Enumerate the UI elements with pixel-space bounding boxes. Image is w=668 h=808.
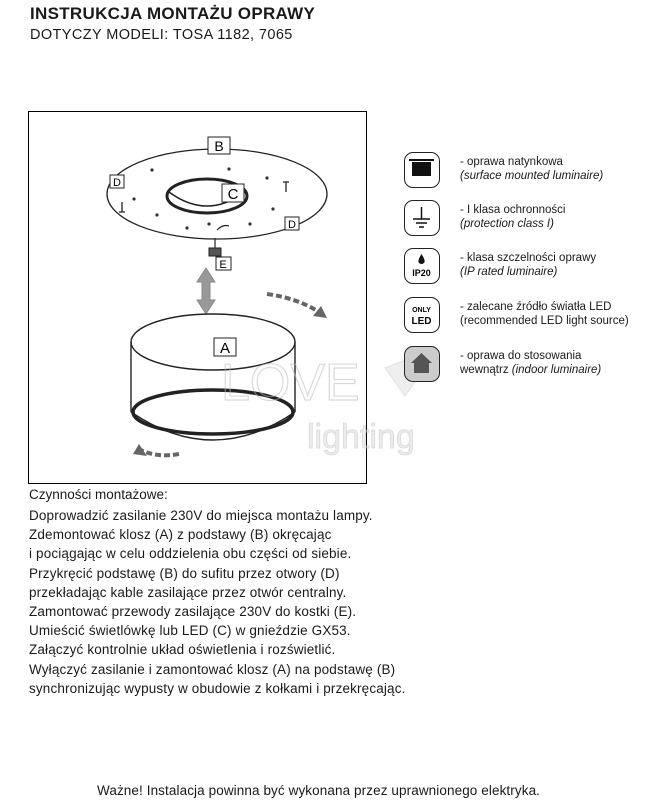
- svg-text:lighting: lighting: [307, 418, 415, 456]
- svg-text:IP20: IP20: [412, 268, 431, 278]
- instruction-line: Zamontować przewody zasilające 230V do kostki (E).: [29, 604, 357, 620]
- legend-surface-en: (surface mounted luminaire): [460, 170, 604, 182]
- rotate-arrow-bottom: [141, 450, 179, 455]
- svg-text:LED: LED: [411, 316, 432, 327]
- instruction-line: przekładając kable zasilające przez otwór centralny.: [29, 584, 347, 600]
- only-led-icon: [404, 297, 440, 333]
- ground-icon: [404, 200, 440, 236]
- legend-item-led: [404, 297, 664, 337]
- legend-ip-en: (IP rated luminaire): [460, 266, 558, 278]
- rotate-arrow-top: [267, 294, 319, 312]
- vertical-arrow: [197, 268, 215, 314]
- legend-item-class: [404, 200, 664, 240]
- label-c: C: [227, 186, 239, 203]
- legend-indoor-pl2: wewnątrz: [460, 364, 509, 376]
- instruction-line: synchronizując wypusty w obudowie z kołkami i przekręcając.: [29, 680, 406, 696]
- label-b: B: [214, 138, 224, 154]
- svg-text:ONLY: ONLY: [412, 307, 431, 314]
- legend-indoor-pl: - oprawa do stosowania: [460, 350, 582, 362]
- instruction-line: Przykręcić podstawę (B) do sufitu przez otwory (D): [29, 565, 340, 581]
- instructions-list: [29, 506, 406, 698]
- legend-led-pl: - zalecane źródło światła LED: [460, 301, 612, 313]
- legend-item-indoor: [404, 346, 664, 386]
- instruction-line: i pociągając w celu oddzielenia obu części od siebie.: [29, 546, 352, 562]
- label-a: A: [219, 340, 231, 357]
- electrician-warning: Ważne! Instalacja powinna być wykonana przez uprawnionego elektryka.: [97, 783, 541, 798]
- instruction-line: Umieścić świetlówkę lub LED (C) w gnieździe GX53.: [29, 623, 351, 639]
- instruction-line: Załączyć kontrolnie układ oświetlenia i rozświetlić.: [29, 642, 336, 658]
- legend-led-en: (recommended LED light source): [460, 315, 629, 327]
- indoor-icon: [404, 346, 440, 382]
- label-d-left: D: [113, 177, 121, 189]
- legend-class-en: (protection class I): [460, 218, 554, 230]
- legend-surface-pl: - oprawa natynkowa: [460, 156, 563, 168]
- legend-class-pl: - I klasa ochronności: [460, 204, 566, 216]
- instruction-line: Doprowadzić zasilanie 230V do miejsca montażu lampy.: [29, 508, 373, 523]
- legend-item-ip: [404, 248, 664, 288]
- legend-item-surface: [404, 152, 664, 192]
- label-d-right: D: [288, 219, 296, 231]
- instruction-line: Wyłączyć zasilanie i zamontować klosz (A) na podstawę (B): [29, 661, 396, 677]
- instructions-heading: Czynności montażowe:: [29, 487, 168, 502]
- label-e: E: [219, 259, 227, 271]
- surface-mount-icon: [404, 152, 440, 188]
- document-subtitle: DOTYCZY MODELI: TOSA 1182, 7065: [30, 27, 293, 43]
- document-title: INSTRUKCJA MONTAŻU OPRAWY: [30, 4, 316, 23]
- ip-rating-icon: [404, 248, 440, 284]
- svg-text:LOVE: LOVE: [221, 354, 360, 412]
- legend-indoor-en: (indoor luminaire): [511, 364, 602, 376]
- legend-ip-pl: - klasa szczelności oprawy: [460, 252, 597, 264]
- instruction-line: Zdemontować klosz (A) z podstawy (B) okręcając: [29, 527, 332, 543]
